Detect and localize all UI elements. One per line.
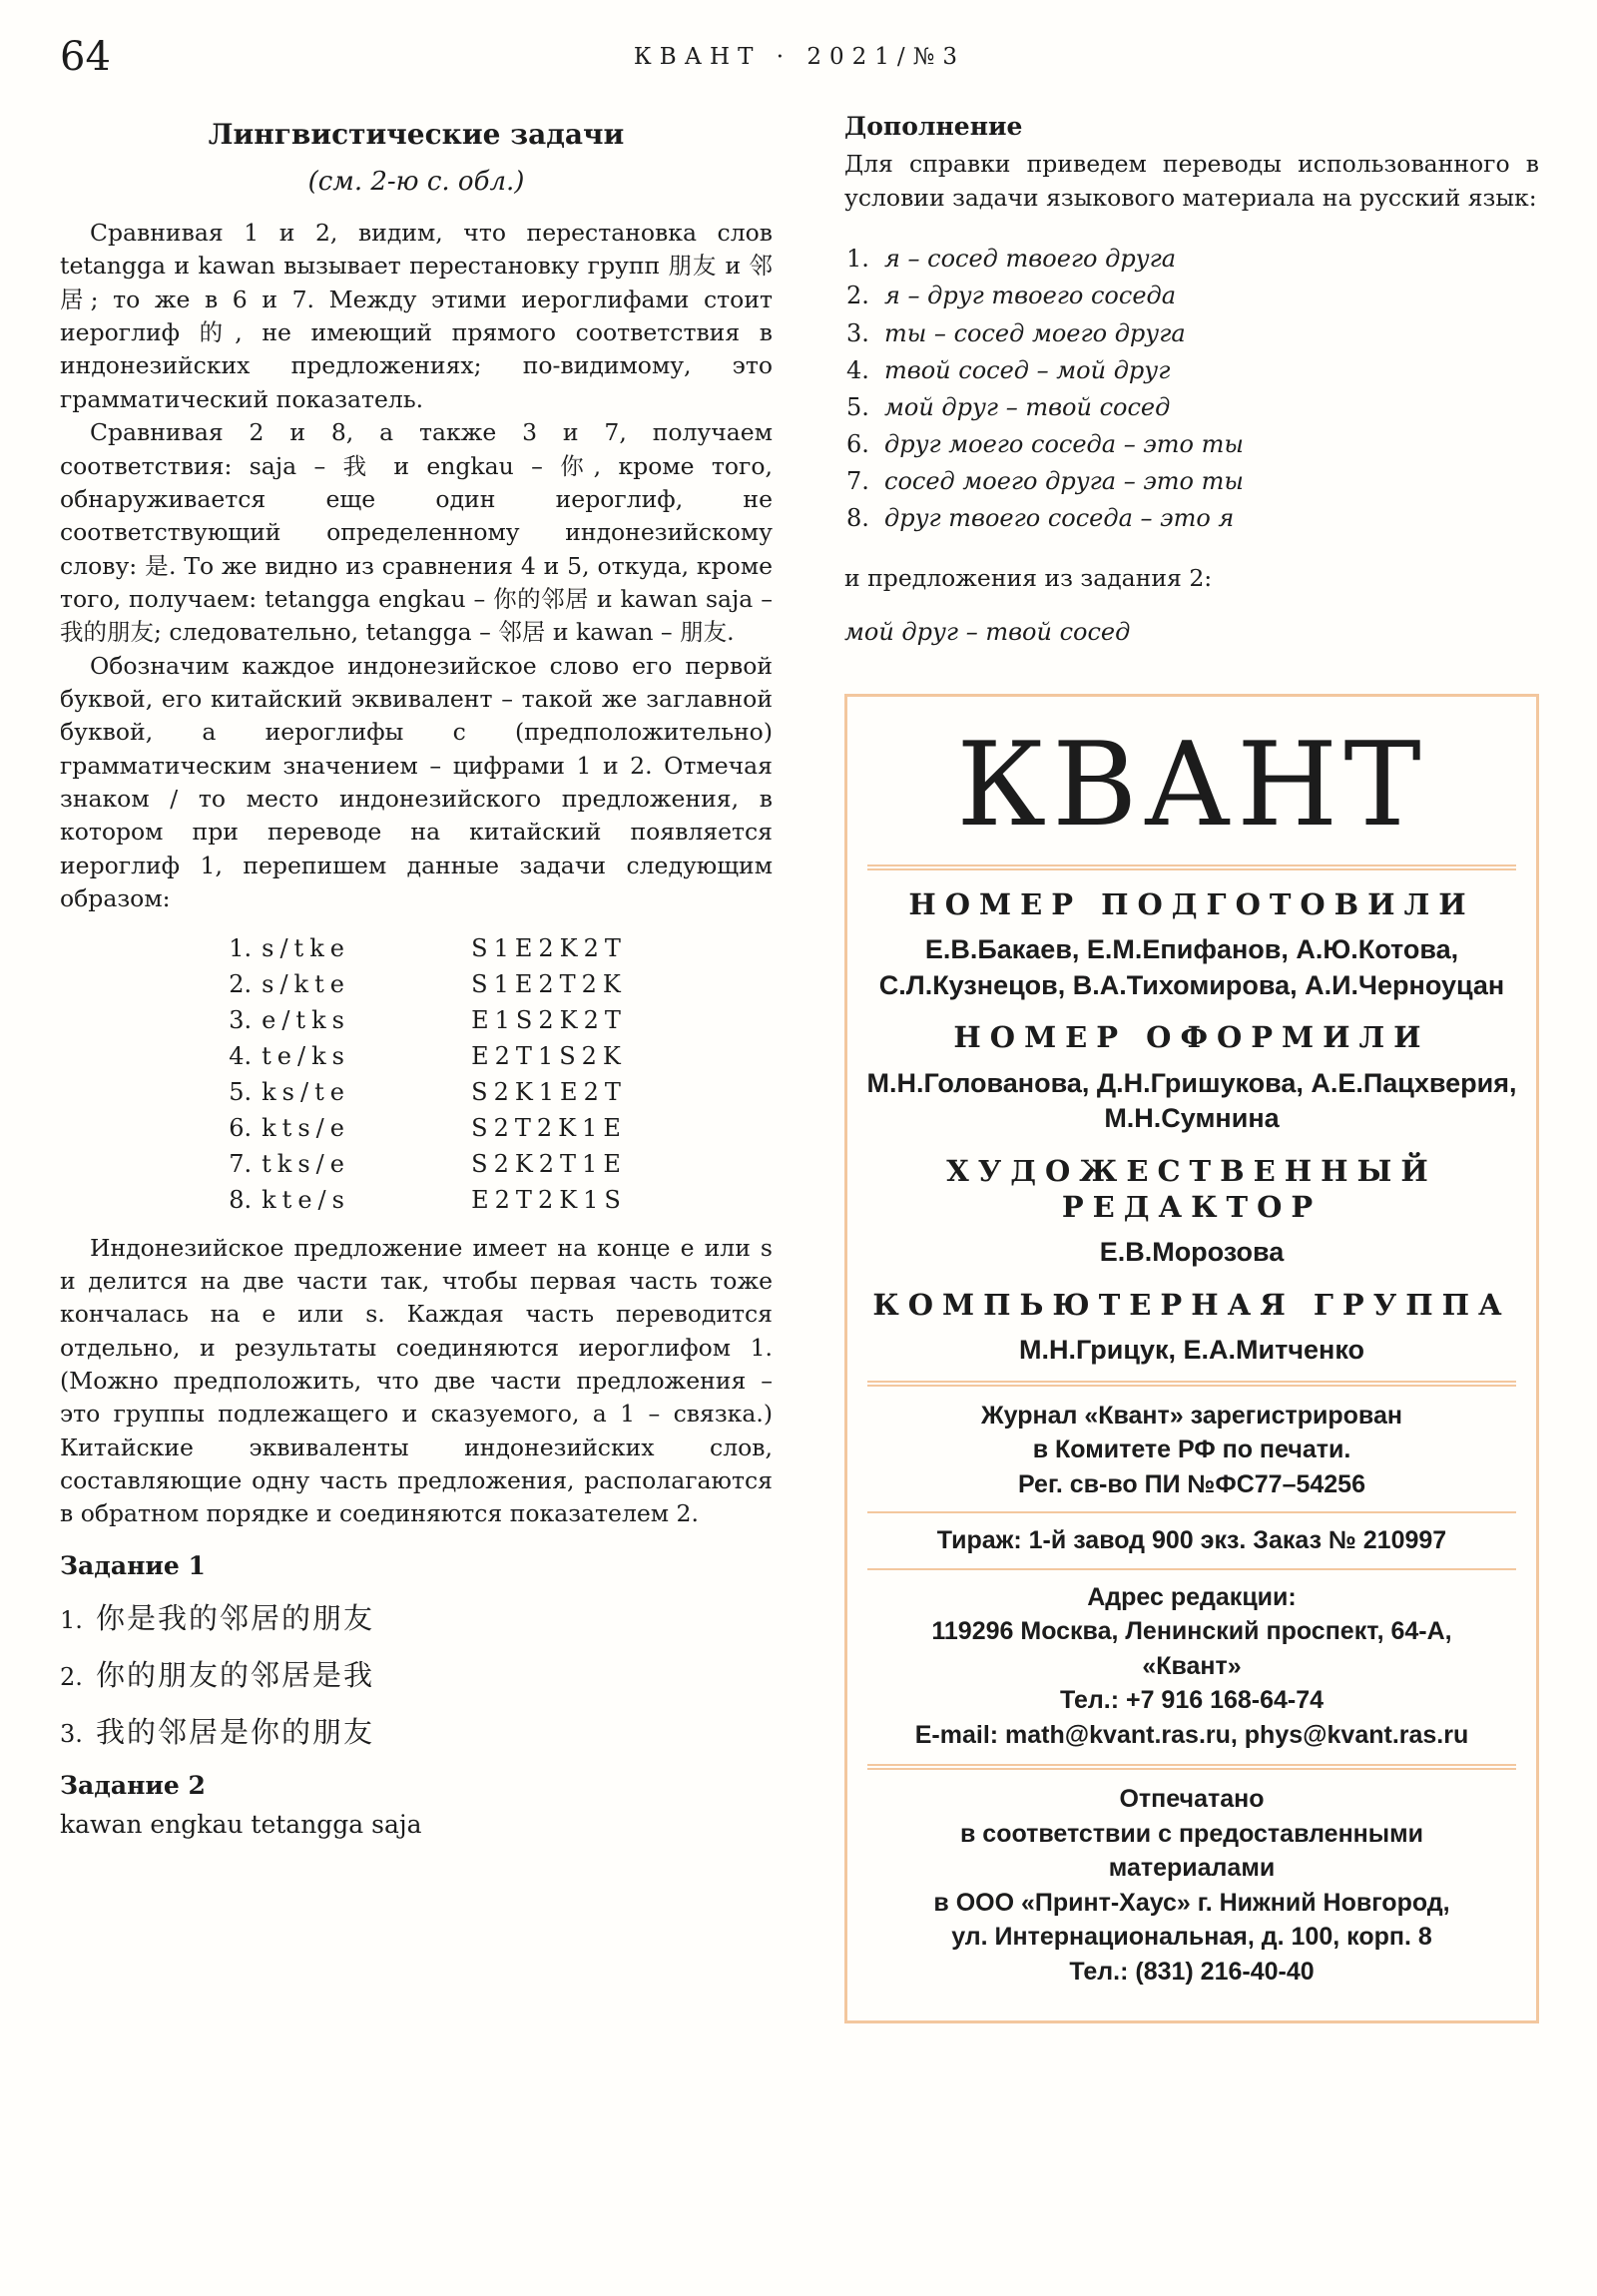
notation-row: [206, 1074, 627, 1110]
translation-number: 6.: [846, 430, 869, 459]
translation-text: сосед моего друга – это ты: [884, 467, 1244, 496]
addition-heading: Дополнение: [844, 112, 1023, 141]
translation-item: [846, 241, 1539, 278]
translation-number: 7.: [846, 467, 869, 496]
translation-number: 4.: [846, 355, 869, 384]
printing-line: ул. Интернациональная, д. 100, корп. 8: [951, 1923, 1432, 1952]
translation-list: [846, 241, 1539, 538]
address-line: «Квант»: [1142, 1651, 1242, 1680]
notation-translation: S2T2K1E: [471, 1113, 627, 1142]
notation-translation: S2K1E2T: [471, 1077, 627, 1106]
notation-number: 1.: [229, 933, 253, 962]
notation-translation: E2T1S2K: [471, 1041, 627, 1070]
notation-row: [206, 1146, 627, 1182]
translation-text: я – друг твоего соседа: [884, 282, 1177, 310]
translation-number: 2.: [846, 282, 869, 310]
kvant-masthead: КВАНТ: [956, 717, 1427, 853]
translation-item: [846, 315, 1539, 352]
divider: [867, 1511, 1516, 1513]
notation-row: [206, 1038, 627, 1074]
translation-text: друг моего соседа – это ты: [884, 430, 1244, 459]
notation-code: e/tks: [262, 1005, 350, 1034]
sentence-text: 你是我的邻居的朋友: [96, 1600, 375, 1635]
chinese-sentence: [60, 1596, 773, 1637]
notation-number: 7.: [229, 1149, 253, 1178]
credits-names-computer-group: М.Н.Грицук, Е.А.Митченко: [1019, 1335, 1364, 1366]
task-1-heading: Задание 1: [60, 1550, 206, 1580]
notation-number: 8.: [229, 1185, 253, 1214]
notation-row: [206, 930, 627, 966]
addition-intro: Для справки приведем переводы использованного в условии задачи языкового материала на русский язык:: [844, 150, 1539, 213]
printing-line: в соответствии с предоставленными: [959, 1819, 1423, 1848]
divider: [867, 1764, 1516, 1770]
notation-translation: S1E2K2T: [471, 933, 627, 962]
notation-translation: S1E2T2K: [471, 969, 627, 998]
left-column: [60, 112, 773, 2023]
notation-number: 3.: [229, 1005, 253, 1034]
paragraph-1: Сравнивая 1 и 2, видим, что перестановка слов tetangga и kawan вызывает перестановку групп 朋友 и 邻居; то же в 6 и 7. Между этими иероглифами стоит иероглиф 的, не имеющий прямого соответствия в индонезийских предложениях; по-видимому, это грамматический показатель.: [60, 219, 773, 413]
right-column: [844, 112, 1539, 2023]
credits-names-prepared: Е.В.Бакаев, Е.М.Епифанов, А.Ю.Котова, С.Л.Кузнецов, В.А.Тихомирова, А.И.Черноуцан: [878, 934, 1505, 1000]
translation-number: 8.: [846, 504, 869, 533]
two-column-layout: [60, 112, 1539, 2023]
translation-item: [846, 352, 1539, 389]
translation-item: [846, 463, 1539, 500]
notation-code: s/kte: [262, 969, 350, 998]
notation-number: 2.: [229, 969, 253, 998]
printing-line: Отпечатано: [1119, 1785, 1265, 1814]
phone-line: Тел.: +7 916 168-64-74: [1059, 1686, 1325, 1715]
notation-translation: E1S2K2T: [471, 1005, 627, 1034]
article-title: Лингвистические задачи: [208, 118, 625, 151]
notation-code: kte/s: [262, 1185, 350, 1214]
notation-translation: E2T2K1S: [471, 1185, 627, 1214]
translation-text: друг твоего соседа – это я: [884, 504, 1235, 533]
translation-item: [846, 278, 1539, 314]
notation-code: ks/te: [262, 1077, 350, 1106]
print-run-line: Тираж: 1-й завод 900 экз. Заказ № 210997: [936, 1526, 1447, 1555]
running-title: КВАНТ · 2021/№3: [633, 44, 966, 70]
task-2-sentence: kawan engkau tetangga saja: [60, 1809, 422, 1839]
notation-code: te/ks: [262, 1041, 350, 1070]
article-subtitle: (см. 2-ю с. обл.): [307, 167, 525, 197]
notation-code: s/tke: [262, 933, 350, 962]
notation-row: [206, 1002, 627, 1038]
addition-outro: и предложения из задания 2:: [844, 563, 1213, 592]
notation-number: 4.: [229, 1041, 253, 1070]
notation-row: [206, 1110, 627, 1146]
divider: [867, 1568, 1516, 1570]
translation-text: ты – сосед моего друга: [884, 318, 1186, 347]
address-line: 119296 Москва, Ленинский проспект, 64-А,: [931, 1617, 1452, 1646]
translation-item: [846, 426, 1539, 463]
printing-line: Тел.: (831) 216-40-40: [1069, 1957, 1315, 1986]
translation-item: [846, 500, 1539, 537]
credits-heading-art-editor: ХУДОЖЕСТВЕННЫЙ РЕДАКТОР: [946, 1153, 1437, 1225]
divider: [867, 864, 1516, 870]
registration-line: Журнал «Квант» зарегистрирован: [981, 1401, 1402, 1430]
email-line: E-mail: math@kvant.ras.ru, phys@kvant.ras.ru: [914, 1720, 1469, 1749]
registration-block: [861, 1399, 1522, 1753]
credits-heading-prepared: НОМЕР ПОДГОТОВИЛИ: [908, 886, 1475, 921]
sentence-text: 你的朋友的邻居是我: [96, 1657, 375, 1692]
addition-answer: мой друг – твой сосед: [844, 617, 1131, 646]
translation-text: я – сосед твоего друга: [884, 245, 1177, 274]
paragraph-2: Сравнивая 2 и 8, а также 3 и 7, получаем соответствия: saja – 我 и engkau – 你, кроме того, обнаруживается еще один иероглиф, не соответствующий определенному индонезийскому слову: 是. То же видно из сравнения 4 и 5, откуда, кроме того, получаем: tetangga engkau – 你的邻居 и kawan saja – 我的朋友; следовательно, tetangga – 邻居 и kawan – 朋友.: [60, 418, 773, 647]
printing-line: в ООО «Принт-Хаус» г. Нижний Новгород,: [933, 1888, 1450, 1917]
page-header: [60, 34, 1539, 94]
credits-heading-computer-group: КОМПЬЮТЕРНАЯ ГРУППА: [872, 1288, 1511, 1323]
notation-code: kts/e: [262, 1113, 350, 1142]
credits-names-design: М.Н.Голованова, Д.Н.Гришукова, А.Е.Пацхверия, М.Н.Сумнина: [866, 1067, 1517, 1134]
notation-code: tks/e: [262, 1149, 350, 1178]
paragraph-4: Индонезийское предложение имеет на конце e или s и делится на две части так, чтобы первая часть тоже кончалась на e или s. Каждая часть переводится отдельно, и результаты соединяются иероглифом 1. (Можно предположить, что две части предложения – это группы подлежащего и сказуемого, а 1 – связка.) Китайские эквиваленты индонезийских слов, составляющие одну часть предложения, располагаются в обратном порядке и соединяются показателем 2.: [60, 1233, 773, 1528]
notation-table: [206, 930, 627, 1218]
translation-text: твой сосед – мой друг: [884, 355, 1171, 384]
sentence-text: 我的邻居是你的朋友: [96, 1714, 375, 1749]
sentence-number: 3.: [60, 1719, 83, 1748]
translation-text: мой друг – твой сосед: [884, 392, 1171, 421]
notation-translation: S2K2T1E: [471, 1149, 627, 1178]
divider: [867, 1381, 1516, 1387]
translation-number: 3.: [846, 318, 869, 347]
registration-line: Рег. св-во ПИ №ФС77–54256: [1018, 1469, 1365, 1498]
chinese-sentence: [60, 1653, 773, 1694]
notation-number: 6.: [229, 1113, 253, 1142]
printing-block: [861, 1782, 1522, 1989]
address-heading: Адрес редакции:: [1087, 1582, 1297, 1611]
translation-item: [846, 389, 1539, 426]
sentence-number: 1.: [60, 1605, 83, 1634]
registration-line: в Комитете РФ по печати.: [1032, 1435, 1351, 1464]
task-2-heading: Задание 2: [60, 1770, 206, 1800]
credits-heading-design: НОМЕР ОФОРМИЛИ: [953, 1020, 1430, 1055]
paragraph-3: Обозначим каждое индонезийское слово его первой буквой, его китайский эквивалент – такой же заглавной буквой, а иероглифы с (предположительно) грамматическим значением – цифрами 1 и 2. Отмечая знаком / то место индонезийского предложения, в котором при переводе на китайский появляется иероглиф 1, перепишем данные задачи следующим образом:: [60, 651, 773, 913]
notation-number: 5.: [229, 1077, 253, 1106]
translation-number: 1.: [846, 245, 869, 274]
credits-names-art-editor: Е.В.Морозова: [1099, 1237, 1285, 1268]
translation-number: 5.: [846, 392, 869, 421]
printing-line: материалами: [1108, 1854, 1276, 1883]
notation-row: [206, 966, 627, 1002]
chinese-sentence: [60, 1710, 773, 1751]
imprint-box: [844, 694, 1539, 2024]
page-number: 64: [60, 34, 111, 80]
sentence-number: 2.: [60, 1662, 83, 1691]
notation-row: [206, 1182, 627, 1218]
